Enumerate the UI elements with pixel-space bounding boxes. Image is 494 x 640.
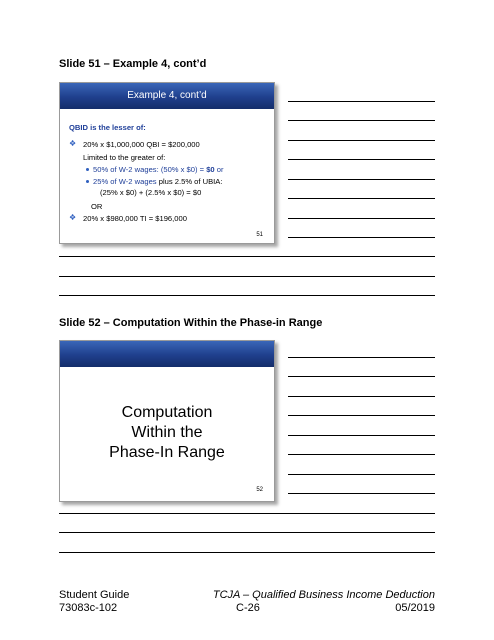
slide-52-title-line-3: Phase-In Range [109,444,225,461]
slide-51-heading: Slide 51 – Example 4, cont’d [59,58,207,70]
note-line [288,120,435,121]
note-line [288,198,435,199]
note-line [288,454,435,455]
note-line [288,396,435,397]
limited-line: Limited to the greater of: [83,153,166,162]
slide-52-thumbnail [59,340,275,502]
note-line [59,532,435,533]
note-line [288,159,435,160]
footer-course-code: 73083c-102 [59,602,118,614]
note-line [288,357,435,358]
slide-number: 52 [256,487,263,493]
slide-52-heading: Slide 52 – Computation Within the Phase-in Range [59,317,323,329]
diamond-bullet-icon: ❖ [69,139,77,148]
footer-date: 05/2019 [395,602,435,614]
w2-50-line [93,165,224,174]
or-line: OR [91,202,103,211]
w2-25-line [93,177,222,186]
ubia-calc-line: (25% x $0) + (2.5% x $0) = $0 [100,188,202,197]
note-line [288,179,435,180]
note-line [59,276,435,277]
or-word: or [214,165,224,174]
slide-number: 51 [256,232,263,238]
note-line [59,552,435,553]
slide-51-thumbnail [59,82,275,244]
note-line [288,218,435,219]
footer-guide-title: Student Guide [59,589,130,601]
slide-52-title-line-1: Computation [121,404,213,421]
note-line [288,493,435,494]
note-line [288,237,435,238]
qbi-line: 20% x $1,000,000 QBI = $200,000 [83,140,200,149]
note-line [288,376,435,377]
w2-50-text: 50% of W-2 wages: (50% x $0) = [93,165,207,174]
slide-51-title: Example 4, cont’d [127,90,207,101]
note-line [288,474,435,475]
footer-page-number: C-26 [236,602,260,614]
w2-25-text: 25% of W-2 wages [93,177,157,186]
ubia-text: plus 2.5% of UBIA: [156,177,223,186]
slide-title-bar [60,341,274,367]
note-line [288,435,435,436]
note-line [59,513,435,514]
diamond-bullet-icon: ❖ [69,213,77,222]
round-bullet-icon [86,168,89,171]
footer-course-title: TCJA – Qualified Business Income Deduction [212,589,435,601]
note-line [288,415,435,416]
note-line [288,140,435,141]
note-line [288,101,435,102]
slide-52-title-line-2: Within the [131,424,203,441]
ti-line: 20% x $980,000 TI = $196,000 [83,214,187,223]
w2-50-result: $0 [206,165,215,174]
note-line [59,295,435,296]
qbid-label: QBID is the lesser of: [69,123,146,132]
note-line [59,256,435,257]
round-bullet-icon [86,180,89,183]
